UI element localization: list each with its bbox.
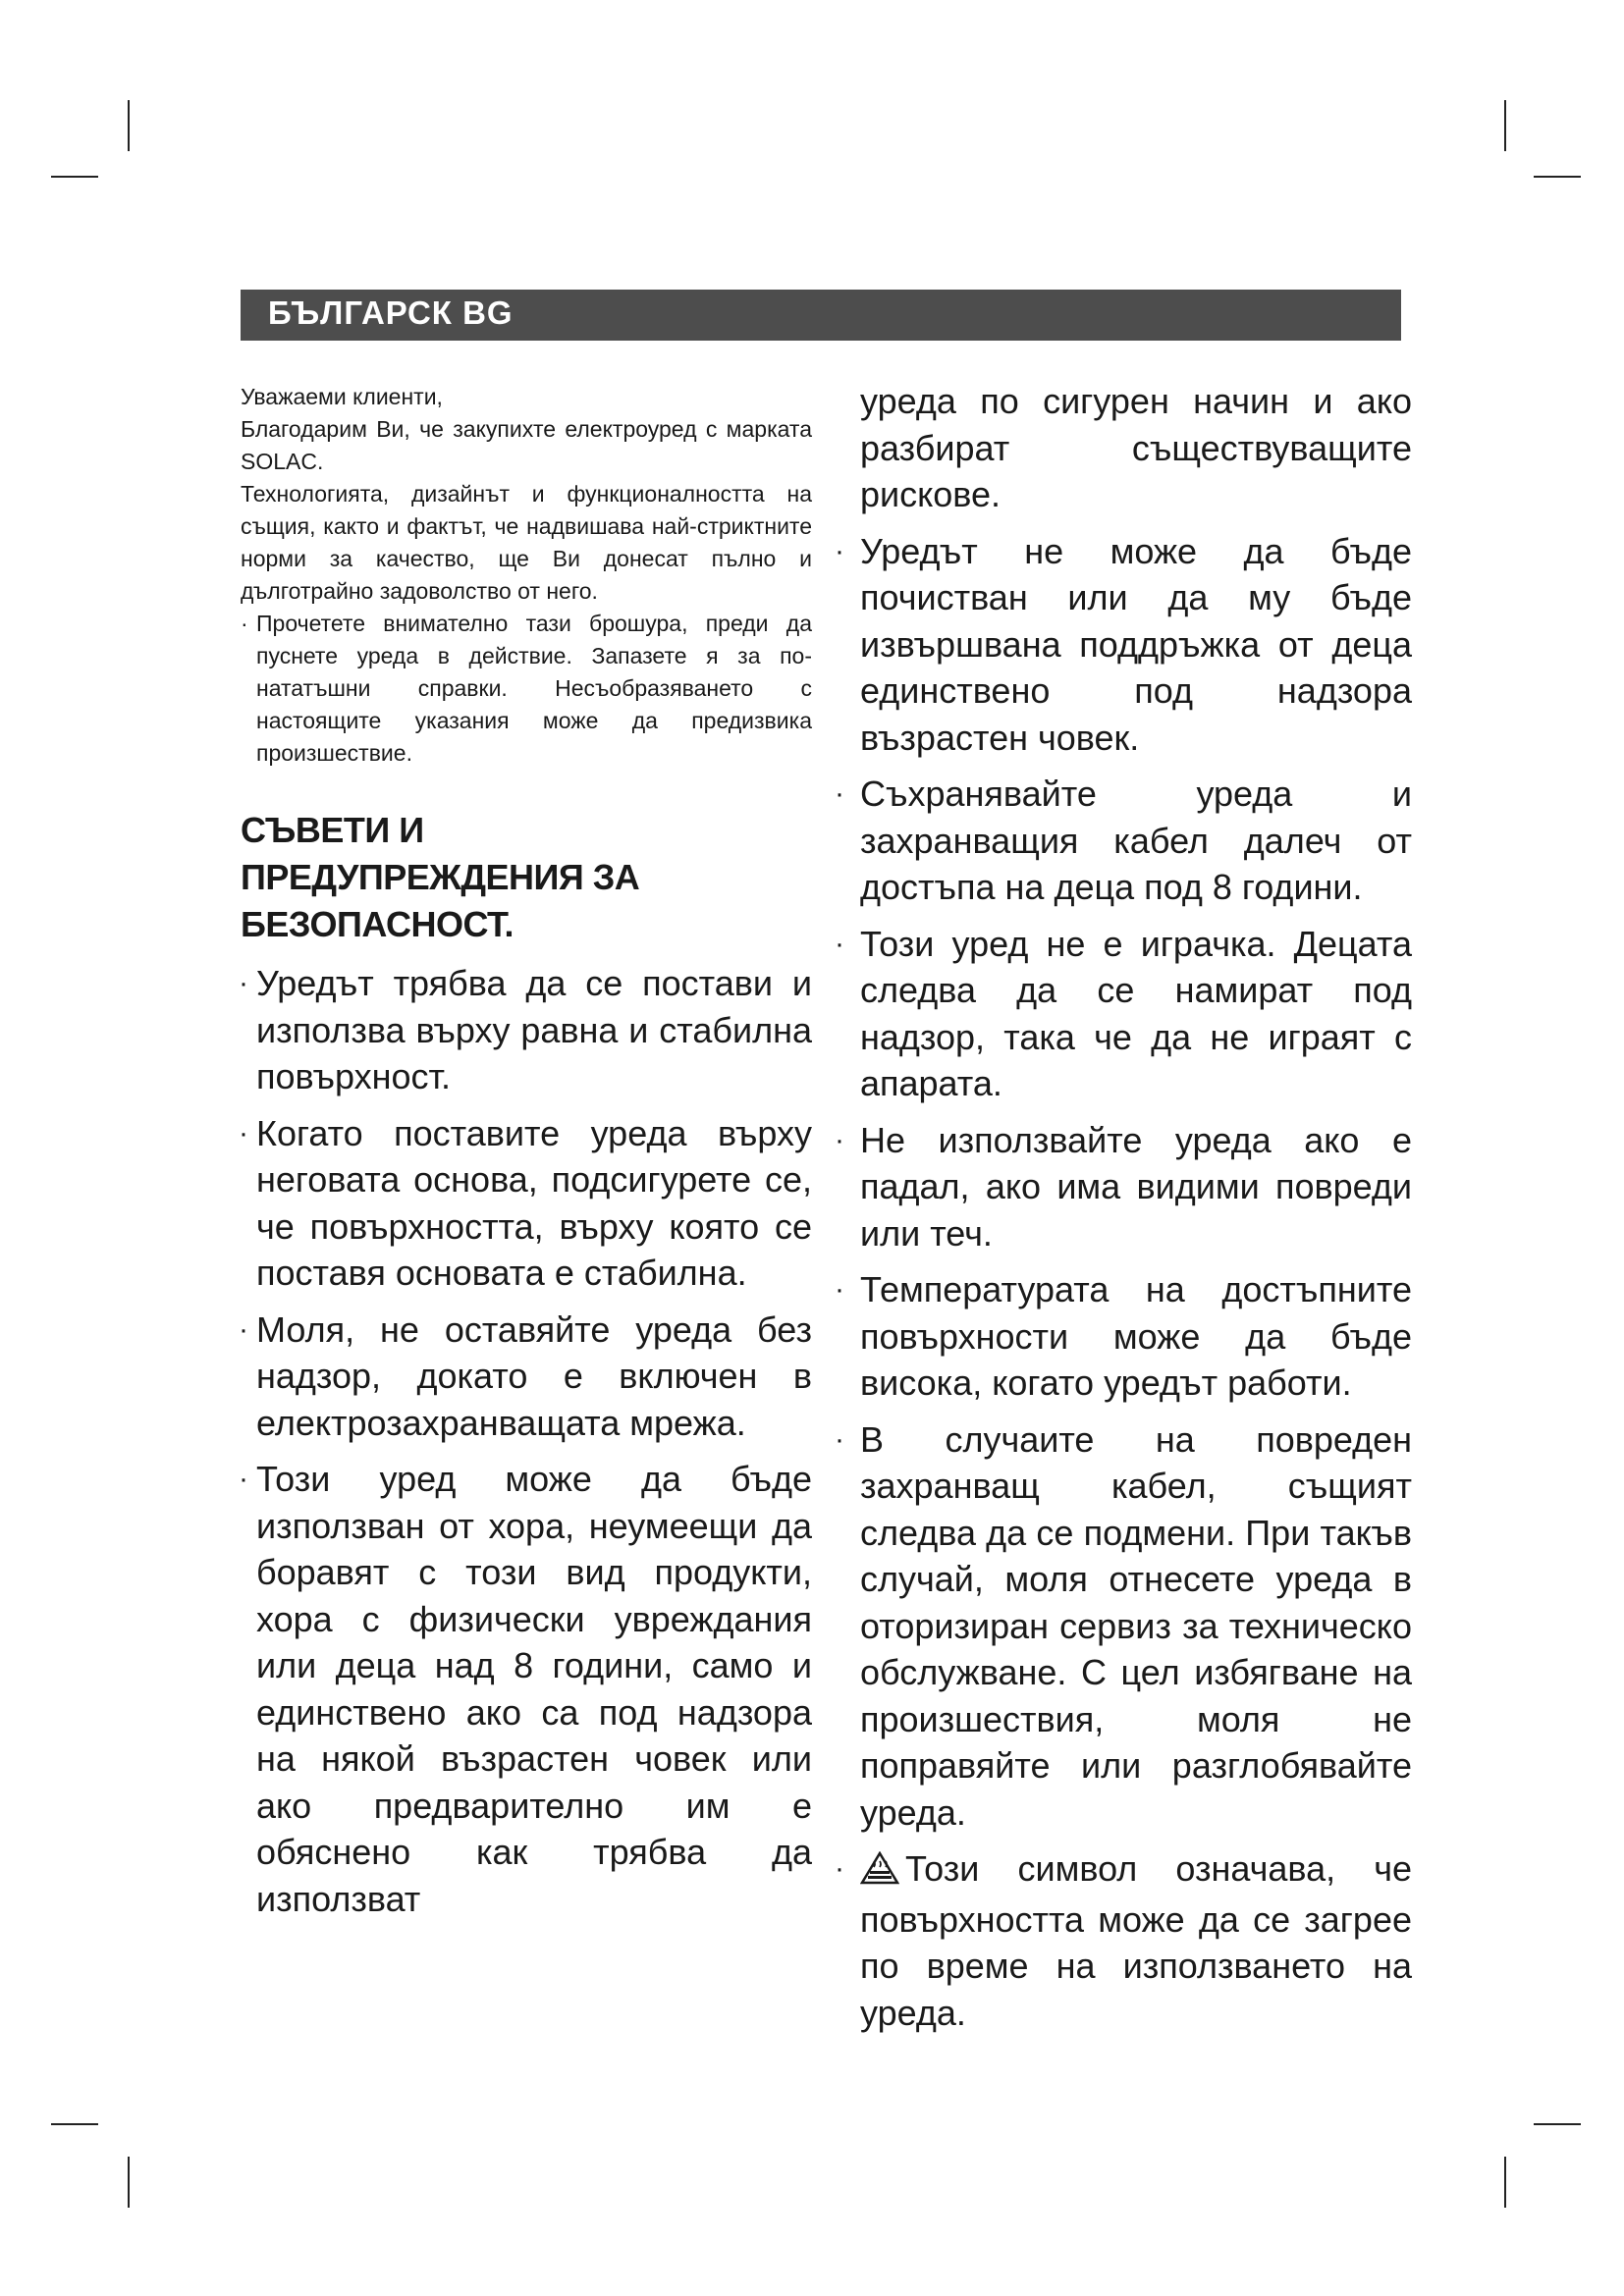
- safety-title-line: СЪВЕТИ И: [241, 810, 424, 850]
- intro-list: [241, 608, 812, 770]
- language-title: БЪЛГАРСК BG: [268, 294, 514, 331]
- safety-item: · В случаите на повреден захранващ кабел, същият следва да се подмени. При такъв случай, моля отнесете уреда в оторизиран сервиз за техническо обслужване. С цел избягване на произшествия, моля не поправяйте или разглобявайте уреда.: [850, 1416, 1412, 1837]
- crop-mark: [1534, 2123, 1581, 2125]
- safety-item: · Моля, не оставяйте уреда без надзор, докато е включен в електрозахранващата мрежа.: [241, 1307, 812, 1447]
- crop-mark: [51, 176, 98, 178]
- safety-item: · Когато поставите уреда върху неговата основа, подсигурете се, че повърхността, върху която се поставя основата е стабилна.: [241, 1110, 812, 1297]
- safety-item: · Не използвайте уреда ако е падал, ако има видими повреди или теч.: [850, 1117, 1412, 1257]
- safety-item: · Съхранявайте уреда и захранващия кабел далеч от достъпа на деца под 8 години.: [850, 771, 1412, 911]
- crop-mark: [1534, 176, 1581, 178]
- greeting: Уважаеми клиенти,: [241, 384, 443, 409]
- crop-mark: [51, 2123, 98, 2125]
- safety-item-continuation: уреда по сигурен начин и ако разбират съществуващите рискове.: [860, 381, 1412, 514]
- safety-item: · Този уред не е играчка. Децата следва да се намират под надзор, така че да не играят с апарата.: [850, 921, 1412, 1107]
- right-column: [850, 378, 1412, 2046]
- safety-item: · Температурата на достъпните повърхности може да бъде висока, когато уредът работи.: [850, 1266, 1412, 1407]
- symbol-item: [850, 1845, 1412, 2036]
- safety-list-left: [241, 960, 812, 1922]
- crop-mark: [1504, 100, 1506, 151]
- crop-mark: [1504, 2157, 1506, 2208]
- crop-mark: [128, 100, 130, 151]
- safety-item: · Уредът трябва да се постави и използва върху равна и стабилна повърхност.: [241, 960, 812, 1100]
- safety-list-right: [850, 378, 1412, 2036]
- hot-surface-icon: [860, 1849, 899, 1896]
- thanks-paragraph: Благодарим Ви, че закупихте електроуред с марката SOLAC.: [241, 416, 812, 474]
- crop-mark: [128, 2157, 130, 2208]
- safety-title-line: ПРЕДУПРЕЖДЕНИЯ ЗА: [241, 857, 640, 897]
- symbol-description: Този символ означава, че повърхността може да се загрее по време на използването на уреда.: [860, 1848, 1412, 2033]
- safety-item: · Уредът не може да бъде почистван или да му бъде извършвана поддръжка от деца единствено под надзора възрастен човек.: [850, 528, 1412, 762]
- technology-paragraph: Технологията, дизайнът и функционалността на същия, както и фактът, че надвишава най-стриктните норми за качество, ще Ви донесат пълно и дълготрайно задоволство от него.: [241, 481, 812, 604]
- left-column: [241, 381, 812, 1932]
- safety-item: · Този уред може да бъде използван от хора, неумеещи да боравят с този вид продукти, хора с физически увреждания или деца над 8 години, само и единствено ако са под надзора на някой възрастен човек или ако предварително им е обяснено как трябва да използват: [241, 1456, 812, 1922]
- safety-title: [241, 807, 812, 948]
- safety-title-line: БЕЗОПАСНОСТ.: [241, 904, 514, 944]
- language-header: [241, 290, 1401, 341]
- read-manual-item: · Прочетете внимателно тази брошура, преди да пуснете уреда в действие. Запазете я за по-нататъшни справки. Несъобразяването с настоящите указания може да предизвика произшествие.: [241, 608, 812, 770]
- intro-text: [241, 381, 812, 608]
